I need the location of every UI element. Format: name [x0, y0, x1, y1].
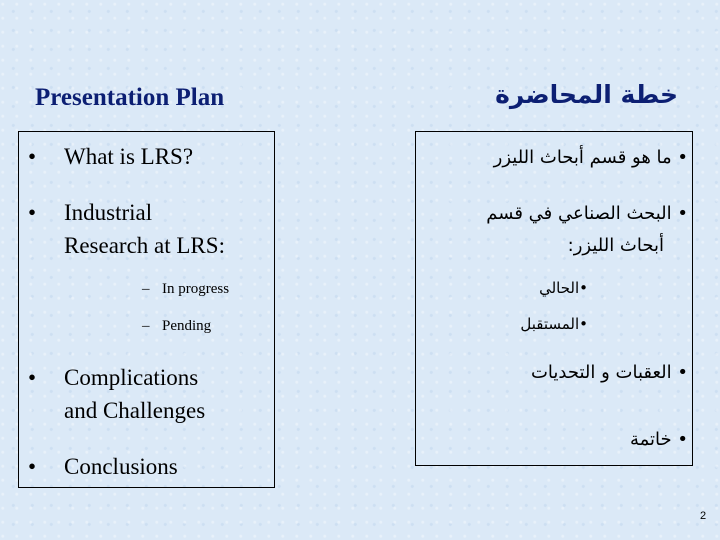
arabic-list-item: • ما هو قسم أبحاث الليزر: [493, 147, 688, 168]
sub-list-item-label: In progress: [162, 281, 230, 297]
arabic-list-item: • البحث الصناعي في قسم: [486, 203, 688, 224]
slide-title-arabic: خطة المحاضرة: [495, 80, 678, 109]
arabic-list-item: • العقبات و التحديات: [530, 362, 688, 383]
english-content-box: [18, 131, 275, 488]
list-item-label: Industrial: [64, 200, 153, 225]
page-number: 2: [700, 510, 707, 522]
list-item-label: Complications: [64, 365, 199, 390]
dash-icon: –: [142, 281, 150, 297]
arabic-sub-list-item: •المستقبل: [520, 315, 588, 333]
dash-icon: –: [142, 318, 150, 334]
arabic-list-item-cont: أبحاث الليزر:: [567, 235, 664, 256]
arabic-list-item: • خاتمة: [629, 429, 688, 450]
list-item-label: Conclusions: [64, 454, 178, 479]
sub-list-item-label: Pending: [162, 318, 212, 334]
list-item-label-cont: Research at LRS:: [64, 233, 225, 258]
arabic-sub-list-item: •الحالي: [539, 279, 588, 297]
bullet-icon: •: [28, 454, 37, 479]
bullet-icon: •: [28, 365, 37, 390]
slide-title-english: Presentation Plan: [35, 84, 225, 111]
list-item-label: What is LRS?: [64, 144, 194, 169]
bullet-icon: •: [28, 144, 37, 169]
list-item-label-cont: and Challenges: [64, 398, 206, 423]
bullet-icon: •: [28, 200, 37, 225]
